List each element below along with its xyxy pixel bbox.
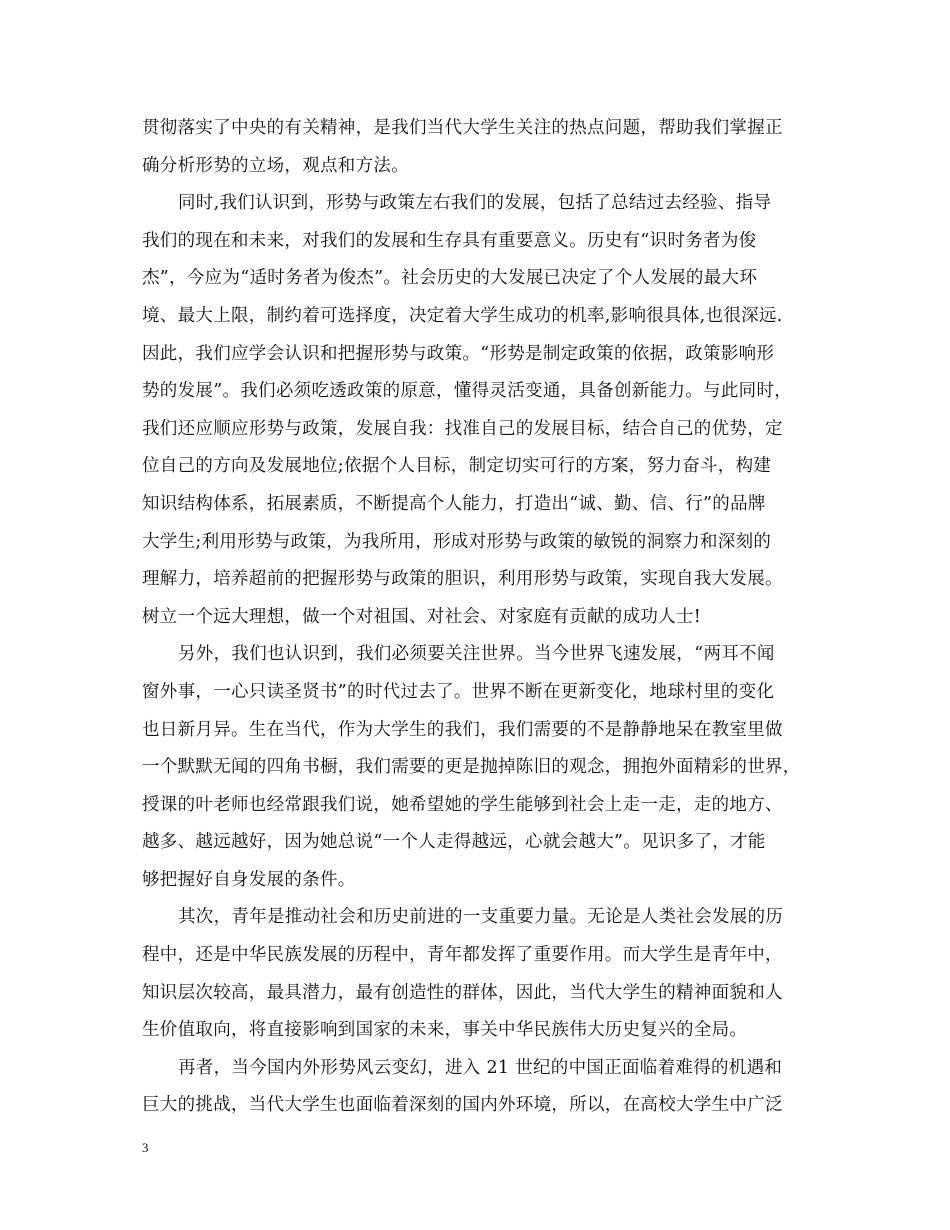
- text-line: 同时,我们认识到，形势与政策左右我们的发展，包括了总结过去经验、指导: [178, 193, 772, 214]
- text-line: 杰”，今应为“适时务者为俊杰”。社会历史的大发展已决定了个人发展的最大环: [142, 268, 758, 289]
- page-number: 3: [142, 1140, 149, 1155]
- text-line: 知识结构体系，拓展素质，不断提高个人能力，打造出“诚、勤、信、行”的品牌: [142, 493, 766, 514]
- text-line: 也日新月异。生在当代，作为大学生的我们，我们需要的不是静静地呆在教室里做: [142, 719, 783, 740]
- text-line: 知识层次较高，最具潜力，最有创造性的群体，因此，当代大学生的精神面貌和人: [142, 982, 783, 1003]
- text-line: 大学生;利用形势与政策，为我所用，形成对形势与政策的敏锐的洞察力和深刻的: [142, 531, 772, 552]
- text-line: 境、最大上限，制约着可选择度，决定着大学生成功的机率,影响很具体,也很深远.: [142, 305, 783, 326]
- text-line: 再者，当今国内外形势风云变幻，进入 21 世纪的中国正面临着难得的机遇和: [178, 1057, 783, 1078]
- text-line: 位自己的方向及发展地位;依据个人目标，制定切实可行的方案，努力奋斗，构建: [142, 456, 772, 477]
- paragraph: [142, 110, 802, 185]
- text-line: 确分析形势的立场，观点和方法。: [142, 155, 409, 176]
- text-line: 生价值取向，将直接影响到国家的未来，事关中华民族伟大历史复兴的全局。: [142, 1020, 748, 1041]
- text-line: 理解力，培养超前的把握形势与政策的胆识，利用形势与政策，实现自我大发展。: [142, 569, 783, 590]
- text-line: 其次，青年是推动社会和历史前进的一支重要力量。无论是人类社会发展的历: [178, 907, 784, 928]
- text-line: 一个默默无闻的四角书橱，我们需要的更是抛掉陈旧的观念，拥抱外面精彩的世界，: [142, 757, 801, 778]
- text-line: 够把握好自身发展的条件。: [142, 869, 356, 890]
- paragraph: [142, 636, 802, 899]
- text-line: 窗外事，一心只读圣贤书”的时代过去了。世界不断在更新变化，地球村里的变化: [142, 681, 775, 702]
- text-line: 另外，我们也认识到，我们必须要关注世界。当今世界飞速发展，“两耳不闻: [178, 644, 775, 665]
- text-line: 我们还应顺应形势与政策，发展自我：找准自己的发展目标，结合自己的优势，定: [142, 418, 783, 439]
- text-line: 因此，我们应学会认识和把握形势与政策。“形势是制定政策的依据，政策影响形: [142, 343, 775, 364]
- text-line: 贯彻落实了中央的有关精神，是我们当代大学生关注的热点问题，帮助我们掌握正: [142, 118, 783, 138]
- text-line: 越多、越远越好，因为她总说“一个人走得越远，心就会越大”。见识多了，才能: [142, 832, 766, 853]
- text-line: 程中，还是中华民族发展的历程中，青年都发挥了重要作用。而大学生是青年中，: [142, 945, 783, 966]
- paragraph: [142, 899, 802, 1049]
- paragraph: [142, 185, 802, 636]
- text-line: 势的发展”。我们必须吃透政策的原意，懂得灵活变通，具备创新能力。与此同时，: [142, 381, 793, 402]
- body-text: [142, 110, 802, 1125]
- text-line: 授课的叶老师也经常跟我们说，她希望她的学生能够到社会上走一走，走的地方、: [142, 794, 783, 815]
- text-line: 巨大的挑战，当代大学生也面临着深刻的国内外环境，所以，在高校大学生中广泛: [142, 1095, 783, 1116]
- text-line: 树立一个远大理想，做一个对祖国、对社会、对家庭有贡献的成功人士!: [142, 606, 702, 627]
- text-line: 我们的现在和未来，对我们的发展和生存具有重要意义。历史有“识时务者为俊: [142, 230, 757, 251]
- paragraph: [142, 1050, 802, 1125]
